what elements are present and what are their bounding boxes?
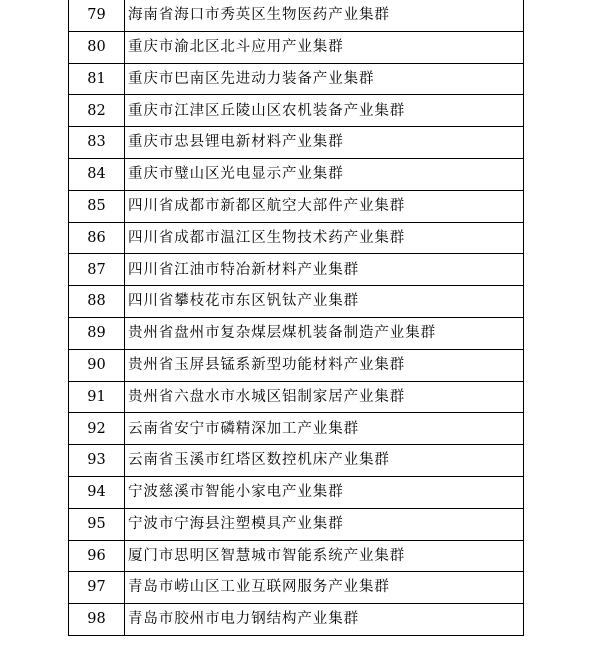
table-row	[69, 604, 524, 636]
table-row	[69, 508, 524, 540]
row-cluster-name: 海南省海口市秀英区生物医药产业集群	[125, 0, 524, 31]
row-cluster-name: 重庆市渝北区北斗应用产业集群	[125, 31, 524, 63]
table-row	[69, 572, 524, 604]
row-index: 92	[69, 413, 125, 445]
table-row	[69, 286, 524, 318]
row-index: 94	[69, 476, 125, 508]
row-index: 95	[69, 508, 125, 540]
row-cluster-name: 宁波市宁海县注塑模具产业集群	[125, 508, 524, 540]
row-index: 79	[69, 0, 125, 31]
row-cluster-name: 四川省江油市特冶新材料产业集群	[125, 254, 524, 286]
table-row	[69, 381, 524, 413]
row-cluster-name: 云南省玉溪市红塔区数控机床产业集群	[125, 445, 524, 477]
row-cluster-name: 云南省安宁市磷精深加工产业集群	[125, 413, 524, 445]
table-row	[69, 222, 524, 254]
cluster-table-body	[69, 0, 524, 635]
row-index: 80	[69, 31, 125, 63]
row-cluster-name: 四川省成都市温江区生物技术药产业集群	[125, 222, 524, 254]
row-cluster-name: 宁波慈溪市智能小家电产业集群	[125, 476, 524, 508]
row-cluster-name: 贵州省玉屏县锰系新型功能材料产业集群	[125, 349, 524, 381]
row-cluster-name: 贵州省六盘水市水城区铝制家居产业集群	[125, 381, 524, 413]
row-cluster-name: 青岛市崂山区工业互联网服务产业集群	[125, 572, 524, 604]
row-cluster-name: 青岛市胶州市电力钢结构产业集群	[125, 604, 524, 636]
row-index: 97	[69, 572, 125, 604]
row-index: 93	[69, 445, 125, 477]
row-cluster-name: 重庆市璧山区光电显示产业集群	[125, 158, 524, 190]
row-index: 82	[69, 95, 125, 127]
row-cluster-name: 重庆市忠县锂电新材料产业集群	[125, 127, 524, 159]
row-cluster-name: 厦门市思明区智慧城市智能系统产业集群	[125, 540, 524, 572]
row-index: 89	[69, 317, 125, 349]
table-row	[69, 0, 524, 31]
table-row	[69, 540, 524, 572]
row-cluster-name: 贵州省盘州市复杂煤层煤机装备制造产业集群	[125, 317, 524, 349]
table-row	[69, 317, 524, 349]
row-index: 88	[69, 286, 125, 318]
row-index: 90	[69, 349, 125, 381]
cluster-table	[68, 0, 524, 636]
table-row	[69, 413, 524, 445]
table-row	[69, 95, 524, 127]
row-index: 98	[69, 604, 125, 636]
table-row	[69, 349, 524, 381]
table-row	[69, 190, 524, 222]
table-row	[69, 254, 524, 286]
row-index: 85	[69, 190, 125, 222]
row-index: 86	[69, 222, 125, 254]
row-index: 81	[69, 63, 125, 95]
row-index: 96	[69, 540, 125, 572]
row-cluster-name: 四川省攀枝花市东区钒钛产业集群	[125, 286, 524, 318]
row-cluster-name: 重庆市巴南区先进动力装备产业集群	[125, 63, 524, 95]
table-row	[69, 476, 524, 508]
table-row	[69, 445, 524, 477]
row-index: 84	[69, 158, 125, 190]
table-row	[69, 63, 524, 95]
row-index: 91	[69, 381, 125, 413]
row-cluster-name: 四川省成都市新都区航空大部件产业集群	[125, 190, 524, 222]
row-index: 87	[69, 254, 125, 286]
table-row	[69, 127, 524, 159]
table-row	[69, 158, 524, 190]
row-cluster-name: 重庆市江津区丘陵山区农机装备产业集群	[125, 95, 524, 127]
table-row	[69, 31, 524, 63]
row-index: 83	[69, 127, 125, 159]
